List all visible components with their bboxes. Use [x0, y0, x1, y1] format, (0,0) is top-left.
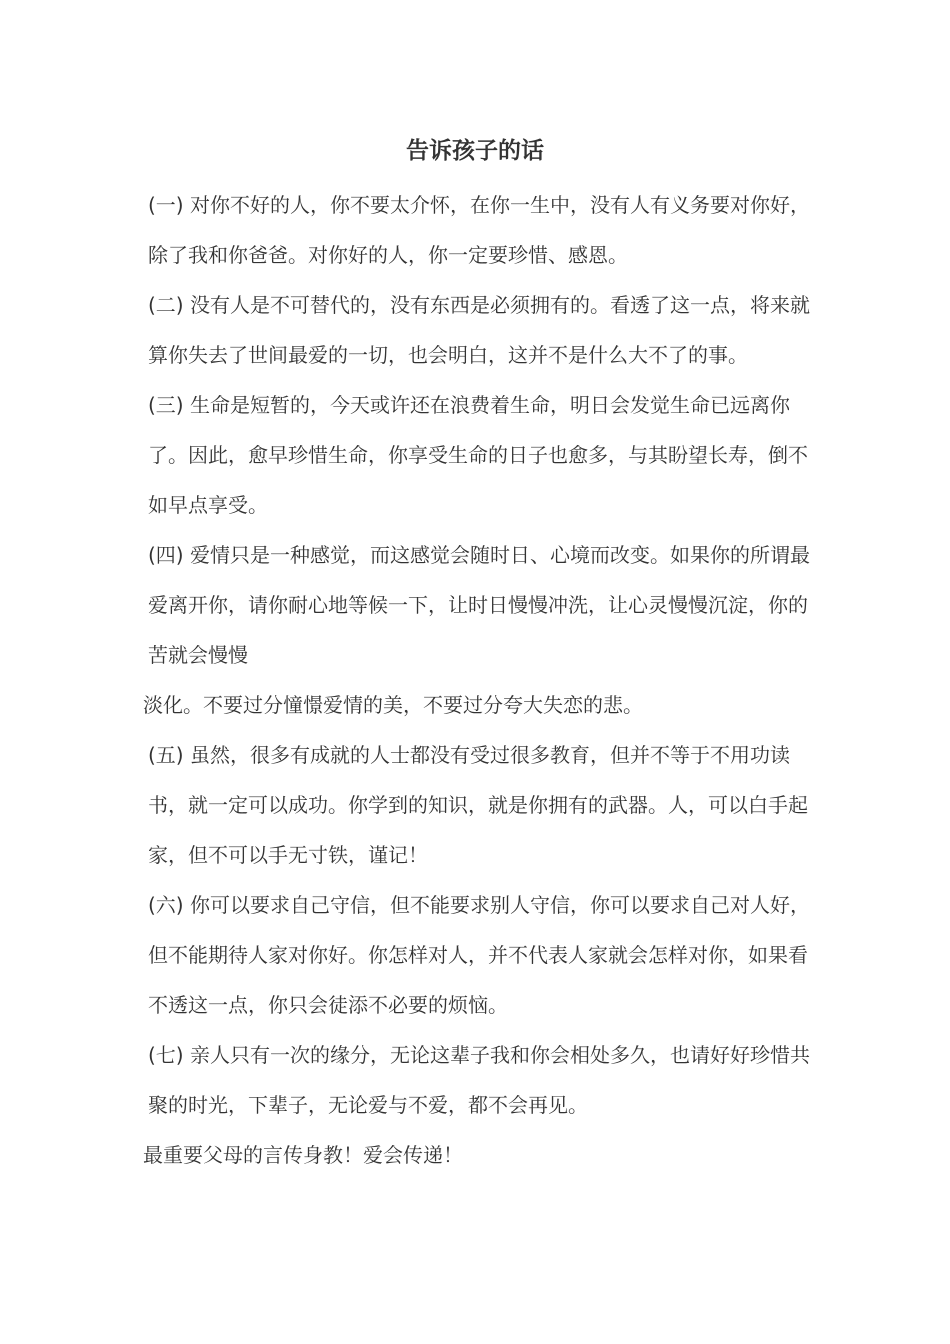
paragraph-4-continued: 淡化。不要过分憧憬爱情的美，不要过分夸大失恋的悲。: [143, 693, 643, 717]
closing-line: 最重要父母的言传身教！爱会传递！: [143, 1143, 463, 1167]
paragraph-1: (一) 对你不好的人，你不要太介怀，在你一生中，没有人有义务要对你好，除了我和你爸爸。对你好的人，你一定要珍惜、感恩。: [148, 193, 810, 267]
paragraph-7: (七) 亲人只有一次的缘分，无论这辈子我和你会相处多久，也请好好珍惜共聚的时光，下辈子，无论爱与不爱，都不会再见。: [148, 1043, 810, 1117]
paragraph-2: (二) 没有人是不可替代的，没有东西是必须拥有的。看透了这一点，将来就算你失去了世间最爱的一切，也会明白，这并不是什么大不了的事。: [148, 293, 810, 367]
paragraph-3: (三) 生命是短暂的，今天或许还在浪费着生命，明日会发觉生命已远离你了。因此，愈早珍惜生命，你享受生命的日子也愈多，与其盼望长寿，倒不如早点享受。: [148, 393, 808, 517]
paragraph-5: (五) 虽然，很多有成就的人士都没有受过很多教育，但并不等于不用功读书，就一定可以成功。你学到的知识，就是你拥有的武器。人，可以白手起家，但不可以手无寸铁，谨记！: [148, 743, 808, 867]
document-title: 告诉孩子的话: [406, 138, 544, 164]
document-body: [143, 180, 813, 1180]
paragraph-4: (四) 爱情只是一种感觉，而这感觉会随时日、心境而改变。如果你的所谓最爱离开你，请你耐心地等候一下，让时日慢慢冲洗，让心灵慢慢沉淀，你的苦就会慢慢: [148, 543, 810, 667]
paragraph-6: (六) 你可以要求自己守信，但不能要求别人守信，你可以要求自己对人好，但不能期待人家对你好。你怎样对人，并不代表人家就会怎样对你，如果看不透这一点，你只会徒添不必要的烦恼。: [148, 893, 810, 1017]
